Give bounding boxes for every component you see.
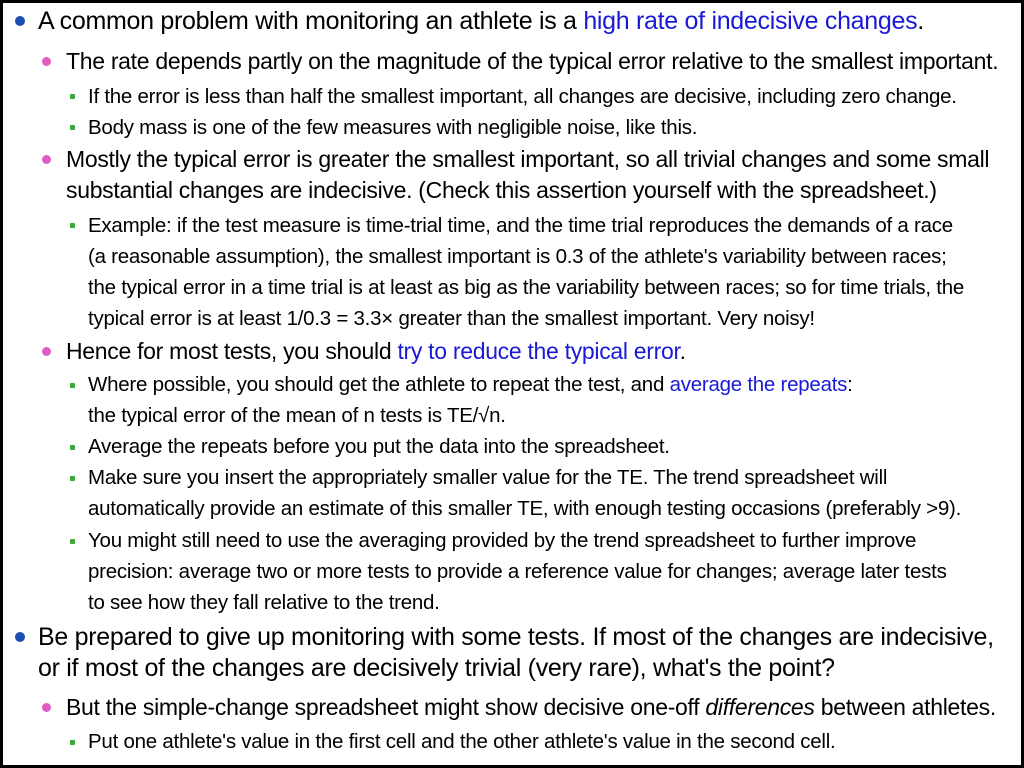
emphasis-text: differences: [705, 694, 815, 720]
text-line: You might still need to use the averaging provided by the trend spreadsheet to further improve: [88, 529, 917, 552]
text: :: [847, 373, 853, 396]
bullet-level3: [70, 445, 75, 450]
bullet-level2: [42, 155, 51, 164]
bullet-level1: [15, 632, 25, 642]
text-line: Mostly the typical error is greater the smallest important, so all trivial changes and some small: [66, 146, 990, 172]
text: The rate depends partly on the magnitude of the typical error relative to the smallest important.: [66, 48, 999, 74]
highlight-link-text: high rate of indecisive changes: [583, 7, 918, 35]
text-line: to see how they fall relative to the trend.: [88, 591, 440, 614]
text: .: [917, 7, 924, 35]
bullet-level2: [42, 57, 51, 66]
text-line: automatically provide an estimate of this smaller TE, with enough testing occasions (preferably >9).: [88, 497, 962, 520]
bullet-level3: [70, 223, 75, 228]
text-line: [88, 369, 853, 400]
bullet-item-7: [88, 369, 853, 431]
bullet-item-10: [88, 525, 947, 618]
text: Put one athlete's value in the first cell and the other athlete's value in the second cell.: [88, 730, 836, 753]
text: Hence for most tests, you should: [66, 338, 398, 364]
text: A common problem with monitoring an athlete is a: [38, 7, 584, 35]
text-line: (a reasonable assumption), the smallest important is 0.3 of the athlete's variability between races;: [88, 245, 947, 268]
bullet-item-9: [88, 462, 961, 524]
bullet-level1: [15, 16, 25, 26]
text: Average the repeats before you put the data into the spreadsheet.: [88, 435, 670, 458]
bullet-item-11: [38, 622, 994, 684]
bullet-item-4: [66, 144, 989, 206]
bullet-item-1: [66, 46, 998, 77]
bullet-level3: [70, 94, 75, 99]
text-line: Be prepared to give up monitoring with some tests. If most of the changes are indecisive,: [38, 623, 994, 651]
text-line: typical error is at least 1/0.3 = 3.3× greater than the smallest important. Very noisy!: [88, 307, 815, 330]
bullet-item-6: [66, 336, 686, 367]
text: between athletes.: [814, 694, 996, 720]
text: Where possible, you should get the athlete to repeat the test, and: [88, 373, 670, 396]
bullet-level3: [70, 740, 75, 745]
text-line: or if most of the changes are decisively trivial (very rare), what's the point?: [38, 654, 835, 682]
text: If the error is less than half the smallest important, all changes are decisive, including zero change.: [88, 85, 957, 108]
bullet-item-8: [88, 431, 670, 462]
bullet-level2: [42, 347, 51, 356]
bullet-item-0: [38, 6, 924, 37]
bullet-level3: [70, 539, 75, 544]
bullet-level3: [70, 383, 75, 388]
text-line: substantial changes are indecisive. (Check this assertion yourself with the spreadsheet.): [66, 177, 937, 203]
text-line: Example: if the test measure is time-trial time, and the time trial reproduces the demands of a race: [88, 214, 953, 237]
bullet-item-5: [88, 210, 964, 334]
bullet-item-3: [88, 112, 697, 143]
text-line: the typical error of the mean of n tests is TE/√n.: [88, 404, 506, 427]
text-line: the typical error in a time trial is at least as big as the variability between races; so for time trials, the: [88, 276, 965, 299]
highlight-link-text: average the repeats: [669, 373, 848, 396]
text: Body mass is one of the few measures with negligible noise, like this.: [88, 116, 698, 139]
bullet-level2: [42, 703, 51, 712]
text-line: Make sure you insert the appropriately smaller value for the TE. The trend spreadsheet will: [88, 466, 888, 489]
highlight-link-text: try to reduce the typical error: [397, 338, 680, 364]
bullet-level3: [70, 476, 75, 481]
bullet-level3: [70, 125, 75, 130]
text-line: precision: average two or more tests to provide a reference value for changes; average later tests: [88, 560, 947, 583]
text: .: [679, 338, 686, 364]
bullet-item-12: [66, 692, 996, 723]
text: But the simple-change spreadsheet might show decisive one-off: [66, 694, 706, 720]
bullet-item-2: [88, 81, 957, 112]
bullet-item-13: [88, 726, 835, 757]
